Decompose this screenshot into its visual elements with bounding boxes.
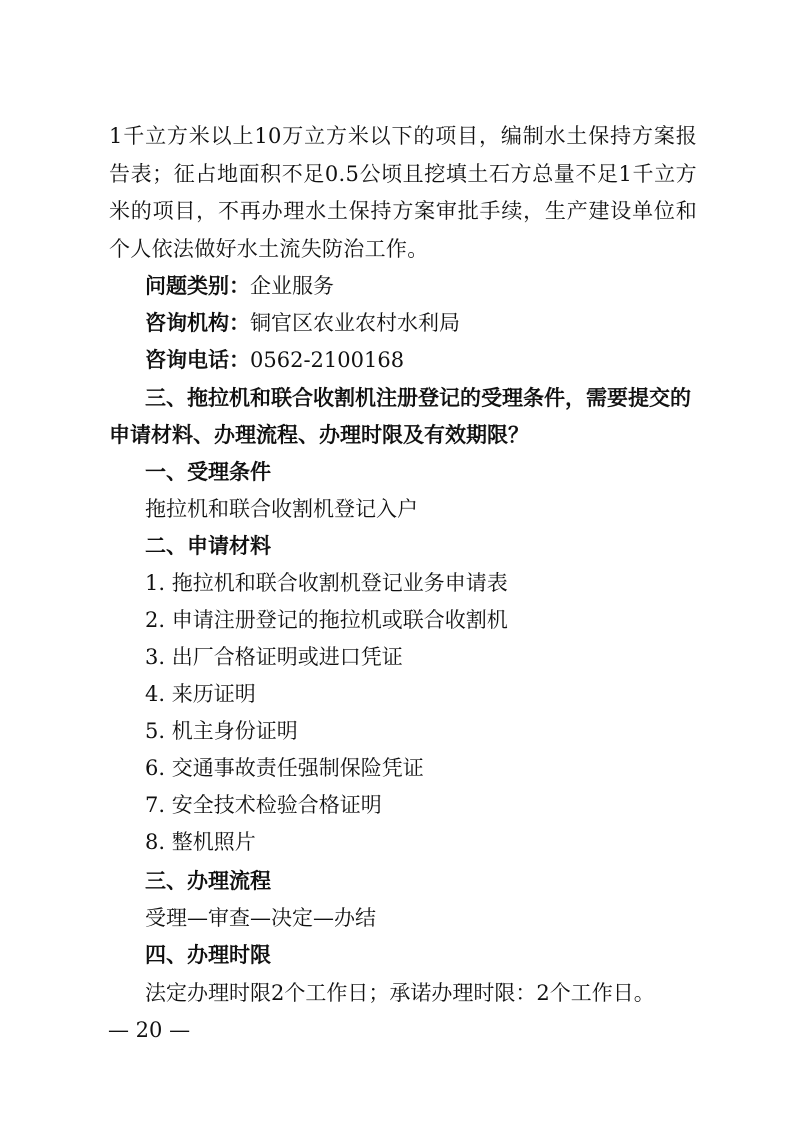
- question-heading: 三、拖拉机和联合收割机注册登记的受理条件，需要提交的申请材料、办理流程、办理时限及有效期限？: [109, 386, 691, 447]
- material-item: 1. 拖拉机和联合收割机登记业务申请表: [145, 571, 508, 595]
- phone-line: [145, 345, 705, 375]
- section-4-text: 法定办理时限2个工作日；承诺办理时限：2个工作日。: [145, 981, 655, 1005]
- material-item: 4. 来历证明: [145, 682, 256, 706]
- material-item: 8. 整机照片: [145, 830, 256, 854]
- section-3-text: 受理—审查—决定—办结: [145, 906, 376, 930]
- section-1-heading: 一、受理条件: [145, 460, 271, 484]
- material-item: 3. 出厂合格证明或进口凭证: [145, 645, 403, 669]
- section-4-heading: 四、办理时限: [145, 943, 271, 967]
- material-item: 6. 交通事故责任强制保险凭证: [145, 756, 424, 780]
- section-3-heading: 三、办理流程: [145, 869, 271, 893]
- intro-paragraph: 1千立方米以上10万立方米以下的项目，编制水土保持方案报告表；征占地面积不足0.5公顷且挖填土石方总量不足1千立方米的项目，不再办理水土保持方案审批手续，生产建设单位和个人依法做好水土流失防治工作。: [109, 124, 697, 261]
- agency-value: 铜官区农业农村水利局: [250, 311, 460, 335]
- phone-value: 0562-2100168: [250, 348, 405, 372]
- page-number: — 20 —: [108, 1018, 191, 1042]
- category-value: 企业服务: [250, 274, 334, 298]
- material-item: 5. 机主身份证明: [145, 719, 298, 743]
- section-1-text: 拖拉机和联合收割机登记入户: [145, 497, 418, 521]
- category-label: 问题类别：: [145, 274, 250, 298]
- section-2-heading: 二、申请材料: [145, 534, 271, 558]
- category-line: [145, 271, 705, 301]
- agency-line: [145, 308, 705, 338]
- agency-label: 咨询机构：: [145, 311, 250, 335]
- material-item: 7. 安全技术检验合格证明: [145, 793, 382, 817]
- material-item: 2. 申请注册登记的拖拉机或联合收割机: [145, 608, 508, 632]
- phone-label: 咨询电话：: [145, 348, 250, 372]
